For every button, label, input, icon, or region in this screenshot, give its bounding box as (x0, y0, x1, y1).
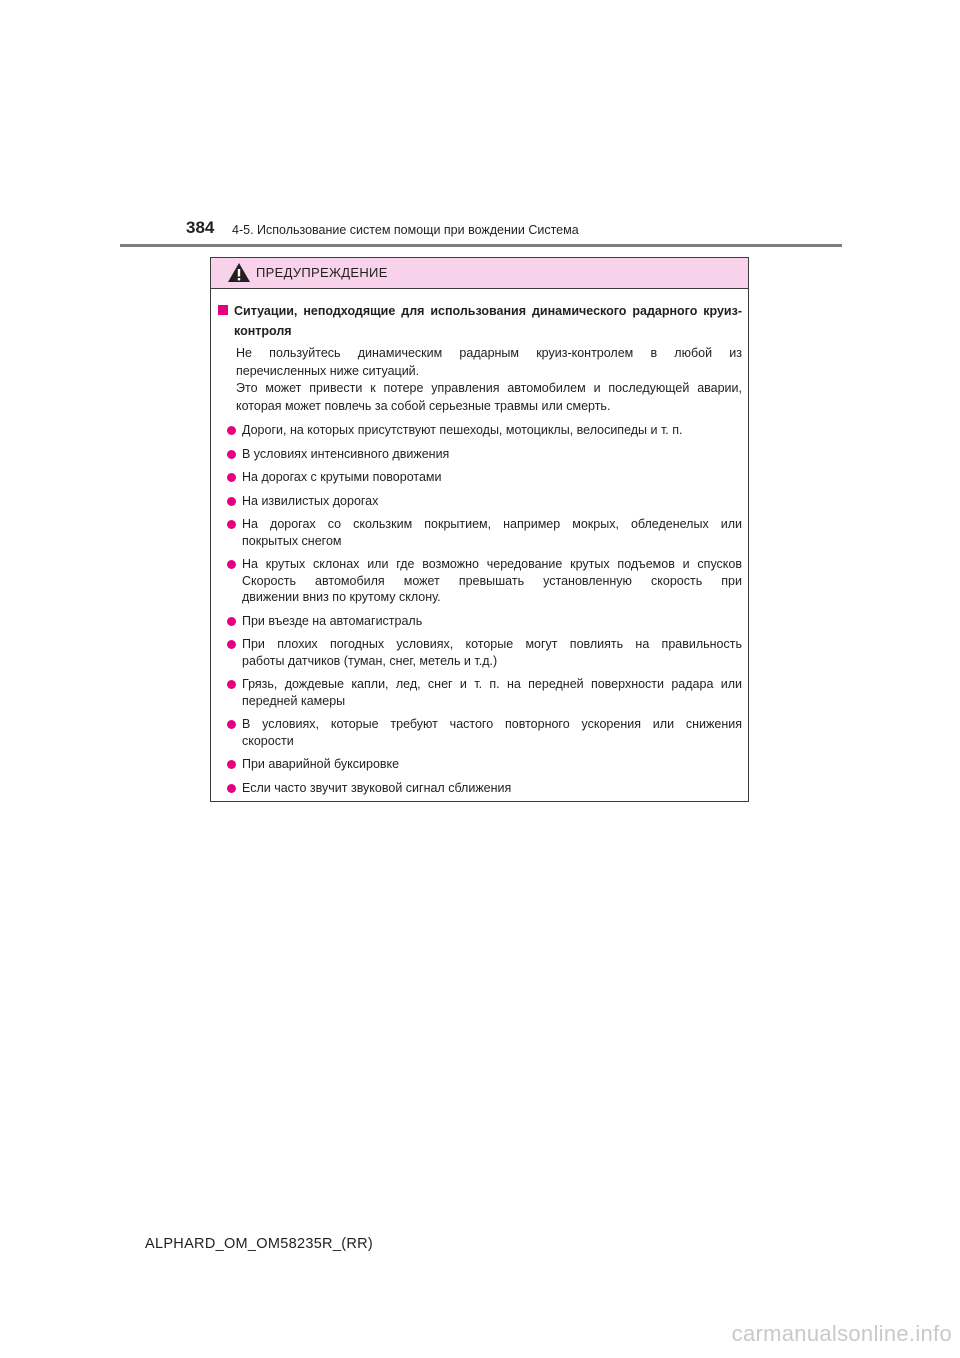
warning-paragraph (236, 345, 742, 415)
square-bullet-icon (218, 305, 228, 315)
bullet-text (242, 446, 742, 463)
bullet-line: На крутых склонах или где возможно чередование крутых подъемов и спусков (242, 557, 742, 571)
bullet-line: передней камеры (242, 693, 346, 708)
list-item (218, 516, 742, 549)
page-number: 384 (186, 218, 215, 237)
bullet-line: На дорогах со скользким покрытием, например мокрых, обледенелых или (242, 517, 742, 531)
bullet-dot-icon (227, 497, 236, 506)
bullet-line: покрытых снегом (242, 533, 342, 548)
bullet-line: При въезде на автомагистраль (242, 613, 423, 628)
paragraph-line: перечисленных ниже ситуаций. (236, 363, 420, 378)
bullet-line: На извилистых дорогах (242, 493, 379, 508)
bullet-dot-icon (227, 426, 236, 435)
bullet-dot-icon (227, 640, 236, 649)
bullet-dot-icon (227, 520, 236, 529)
section-title: 4-5. Использование систем помощи при вождении Система (232, 223, 579, 237)
bullet-line: Если часто звучит звуковой сигнал сближения (242, 780, 512, 795)
bullet-dot-icon (227, 473, 236, 482)
bullet-text (242, 422, 742, 439)
list-item (218, 676, 742, 709)
warning-bullet-list (218, 422, 742, 796)
warning-heading: Ситуации, неподходящие для использования динамического радарного круиз-контроля (234, 304, 742, 338)
bullet-text (242, 613, 742, 630)
bullet-dot-icon (227, 617, 236, 626)
warning-title: ПРЕДУПРЕЖДЕНИЕ (256, 265, 388, 280)
paragraph-line: Это может привести к потере управления автомобилем и последующей аварии, (236, 381, 742, 395)
list-item (218, 469, 742, 486)
bullet-text (242, 636, 742, 669)
bullet-dot-icon (227, 760, 236, 769)
list-item (218, 613, 742, 630)
bullet-line: работы датчиков (туман, снег, метель и т.д.) (242, 653, 498, 668)
bullet-line: скорости (242, 733, 294, 748)
bullet-text (242, 676, 742, 709)
bullet-line: В условиях интенсивного движения (242, 446, 450, 461)
warning-box (210, 257, 749, 802)
bullet-dot-icon (227, 784, 236, 793)
bullet-line: Грязь, дождевые капли, лед, снег и т. п. на передней поверхности радара или (242, 677, 742, 691)
bullet-line: На дорогах с крутыми поворотами (242, 470, 442, 484)
bullet-dot-icon (227, 720, 236, 729)
bullet-text (242, 756, 742, 773)
paragraph-line: Не пользуйтесь динамическим радарным круиз-контролем в любой из (236, 346, 742, 360)
list-item (218, 446, 742, 463)
watermark: carmanualsonline.info (731, 1321, 952, 1346)
list-item (218, 556, 742, 606)
warning-triangle-icon (227, 262, 251, 283)
bullet-line: При аварийной буксировке (242, 757, 400, 771)
bullet-line: Скорость автомобиля может превышать установленную скорость при (242, 573, 742, 588)
bullet-text (242, 780, 742, 797)
bullet-text (242, 469, 742, 486)
list-item (218, 780, 742, 797)
list-item (218, 756, 742, 773)
bullet-line: В условиях, которые требуют частого повторного ускорения или снижения (242, 717, 742, 731)
bullet-line: При плохих погодных условиях, которые могут повлиять на правильность (242, 637, 742, 651)
bullet-text (242, 556, 742, 606)
warning-heading-row (218, 301, 742, 341)
bullet-dot-icon (227, 450, 236, 459)
list-item (218, 493, 742, 510)
list-item (218, 636, 742, 669)
document-code: ALPHARD_OM_OM58235R_(RR) (145, 1236, 373, 1252)
list-item (218, 422, 742, 439)
paragraph-line: которая может повлечь за собой серьезные травмы или смерть. (236, 398, 611, 413)
bullet-line: движении вниз по крутому склону. (242, 590, 441, 604)
bullet-text (242, 716, 742, 749)
warning-body (211, 289, 748, 796)
bullet-text (242, 516, 742, 549)
warning-header (211, 258, 748, 289)
header-divider (120, 244, 842, 247)
bullet-text (242, 493, 742, 510)
list-item (218, 716, 742, 749)
bullet-dot-icon (227, 680, 236, 689)
bullet-line: Дороги, на которых присутствуют пешеходы, мотоциклы, велосипеды и т. п. (242, 423, 683, 437)
bullet-dot-icon (227, 560, 236, 569)
